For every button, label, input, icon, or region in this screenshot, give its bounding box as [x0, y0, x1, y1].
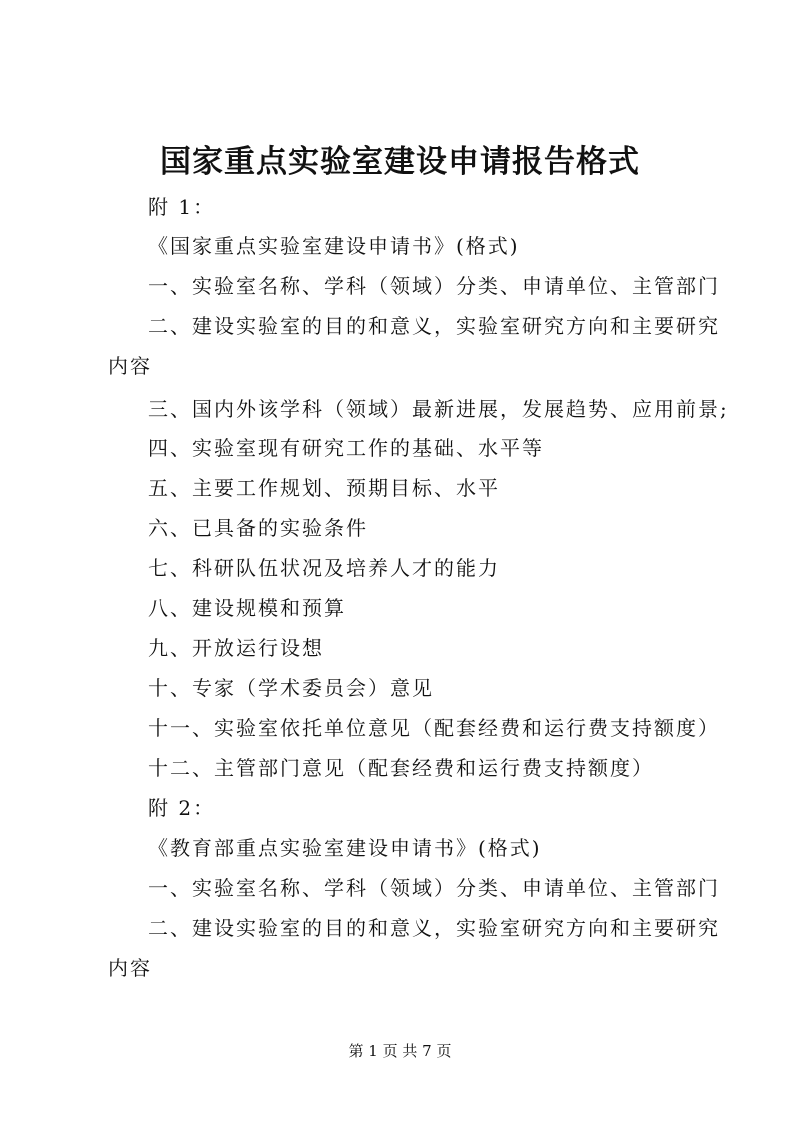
page-title: 国家重点实验室建设申请报告格式 [160, 144, 640, 180]
line-edu-item-2: 二、建设实验室的目的和意义，实验室研究方向和主要研究 [148, 916, 720, 940]
line-application-form-title-education: 《教育部重点实验室建设申请书》(格式) [148, 836, 542, 860]
line-item-6: 六、已具备的实验条件 [148, 516, 368, 540]
line-item-4: 四、实验室现有研究工作的基础、水平等 [148, 436, 544, 460]
line-item-7: 七、科研队伍状况及培养人才的能力 [148, 556, 500, 580]
line-item-11: 十一、实验室依托单位意见（配套经费和运行费支持额度） [148, 716, 720, 740]
line-item-3: 三、国内外该学科（领域）最新进展，发展趋势、应用前景; [148, 397, 729, 421]
line-application-form-title-national: 《国家重点实验室建设申请书》(格式) [148, 234, 520, 258]
line-item-9: 九、开放运行设想 [148, 636, 324, 660]
line-item-1: 一、实验室名称、学科（领域）分类、申请单位、主管部门 [148, 274, 720, 298]
line-item-12: 十二、主管部门意见（配套经费和运行费支持额度） [148, 756, 654, 780]
line-item-10: 十、专家（学术委员会）意见 [148, 676, 434, 700]
line-item-2-continuation: 内容 [108, 354, 152, 378]
line-edu-item-2-continuation: 内容 [108, 956, 152, 980]
line-item-2: 二、建设实验室的目的和意义，实验室研究方向和主要研究 [148, 314, 720, 338]
line-item-5: 五、主要工作规划、预期目标、水平 [148, 476, 500, 500]
page-footer: 第 1 页 共 7 页 [348, 1042, 452, 1060]
line-edu-item-1: 一、实验室名称、学科（领域）分类、申请单位、主管部门 [148, 876, 720, 900]
line-appendix-2: 附 2： [148, 796, 216, 820]
line-item-8: 八、建设规模和预算 [148, 596, 346, 620]
line-appendix-1: 附 1： [148, 195, 216, 219]
